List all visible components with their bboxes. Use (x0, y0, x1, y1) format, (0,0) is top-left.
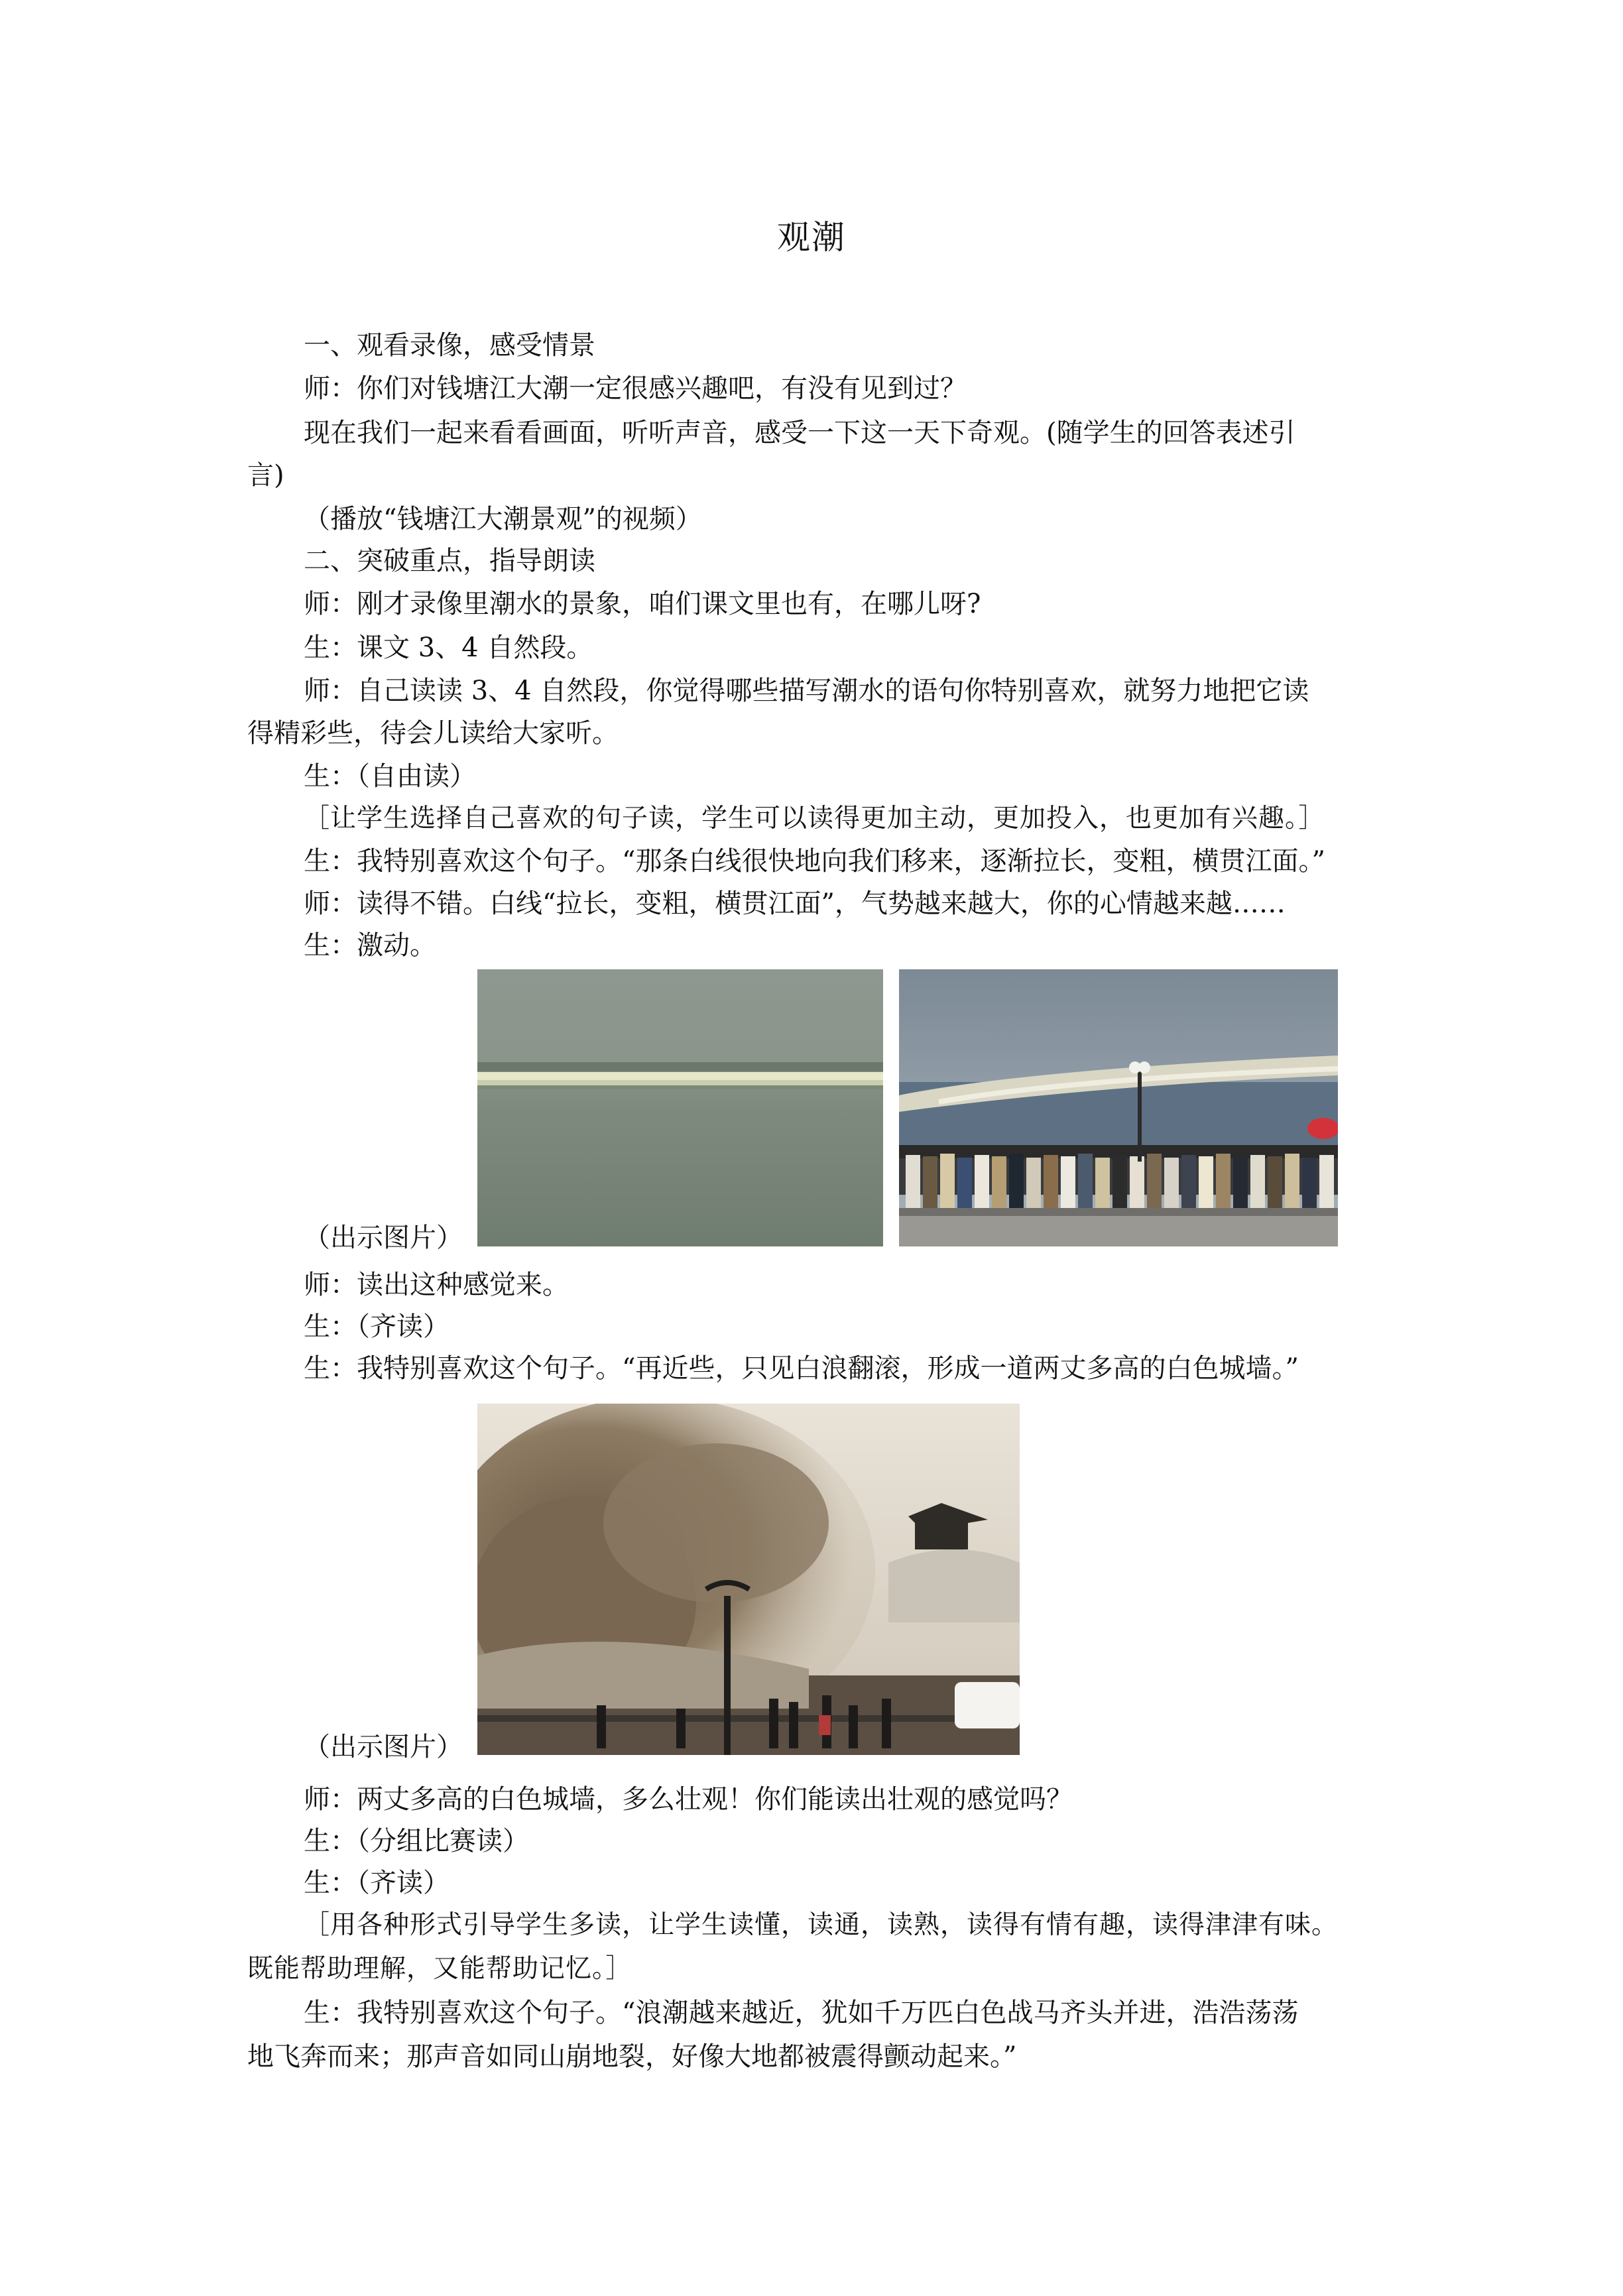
teaching-note: 既能帮助理解，又能帮助记忆。］ (247, 1954, 632, 1984)
paragraph-line: 师：两丈多高的白色城墙，多么壮观！你们能读出壮观的感觉吗？ (304, 1784, 1073, 1815)
paragraph-line: 生：我特别喜欢这个句子。“再近些，只见白浪翻滚，形成一道两丈多高的白色城墙。” (304, 1353, 1299, 1384)
teaching-note: ［让学生选择自己喜欢的句子读，学生可以读得更加主动，更加投入，也更加有兴趣。］ (304, 804, 1325, 833)
paragraph-line: 师：你们对钱塘江大潮一定很感兴趣吧，有没有见到过？ (304, 373, 967, 404)
paragraph-line: 生：我特别喜欢这个句子。“浪潮越来越近，犹如千万匹白色战马齐头并进，浩浩荡荡 (304, 1998, 1299, 2028)
paragraph-line: 地飞奔而来；那声音如同山崩地裂，好像大地都被震得颤动起来。” (247, 2041, 1017, 2072)
paragraph-line: 生：我特别喜欢这个句子。“那条白线很快地向我们移来，逐渐拉长，变粗，横贯江面。” (304, 846, 1325, 876)
paragraph-line: 师：刚才录像里潮水的景象，咱们课文里也有，在哪儿呀? (304, 589, 981, 619)
paragraph-line: 师：读出这种感觉来。 (304, 1270, 569, 1300)
paragraph-line: 师：自己读读 3、4 自然段，你觉得哪些描写潮水的语句你特别喜欢，就努力地把它读 (304, 676, 1309, 706)
paragraph-line: 师：读得不错。白线“拉长，变粗，横贯江面”，气势越来越大，你的心情越来越…… (304, 888, 1286, 919)
paragraph-line: 生：（自由读） (304, 761, 476, 792)
tide-line-photo (477, 969, 883, 1246)
paragraph-line: 得精彩些，待会儿读给大家听。 (247, 718, 619, 749)
section-heading: 一、观看录像，感受情景 (304, 330, 595, 361)
image-caption: （出示图片） (304, 1732, 463, 1762)
paragraph-line: 言) (247, 460, 284, 491)
paragraph-line: 生：课文 3、4 自然段。 (304, 633, 593, 663)
image-caption: （出示图片） (304, 1223, 463, 1253)
page-title: 观潮 (777, 218, 846, 257)
paragraph-line: 生：（齐读） (304, 1868, 450, 1898)
section-heading: 二、突破重点，指导朗读 (304, 546, 595, 576)
paragraph-line: （播放“钱塘江大潮景观”的视频） (304, 504, 702, 534)
paragraph-line: 生：（分组比赛读） (304, 1826, 529, 1856)
crashing-wave-photo (477, 1404, 1020, 1755)
paragraph-line: 生：激动。 (304, 930, 436, 961)
crowd-watching-photo (899, 969, 1338, 1246)
paragraph-line: 生：（齐读） (304, 1311, 450, 1342)
teaching-note: ［用各种形式引导学生多读，让学生读懂，读通，读熟，读得有情有趣，读得津津有味。 (304, 1910, 1339, 1940)
paragraph-line: 现在我们一起来看看画面，听听声音，感受一下这一天下奇观。(随学生的回答表述引 (304, 418, 1295, 448)
